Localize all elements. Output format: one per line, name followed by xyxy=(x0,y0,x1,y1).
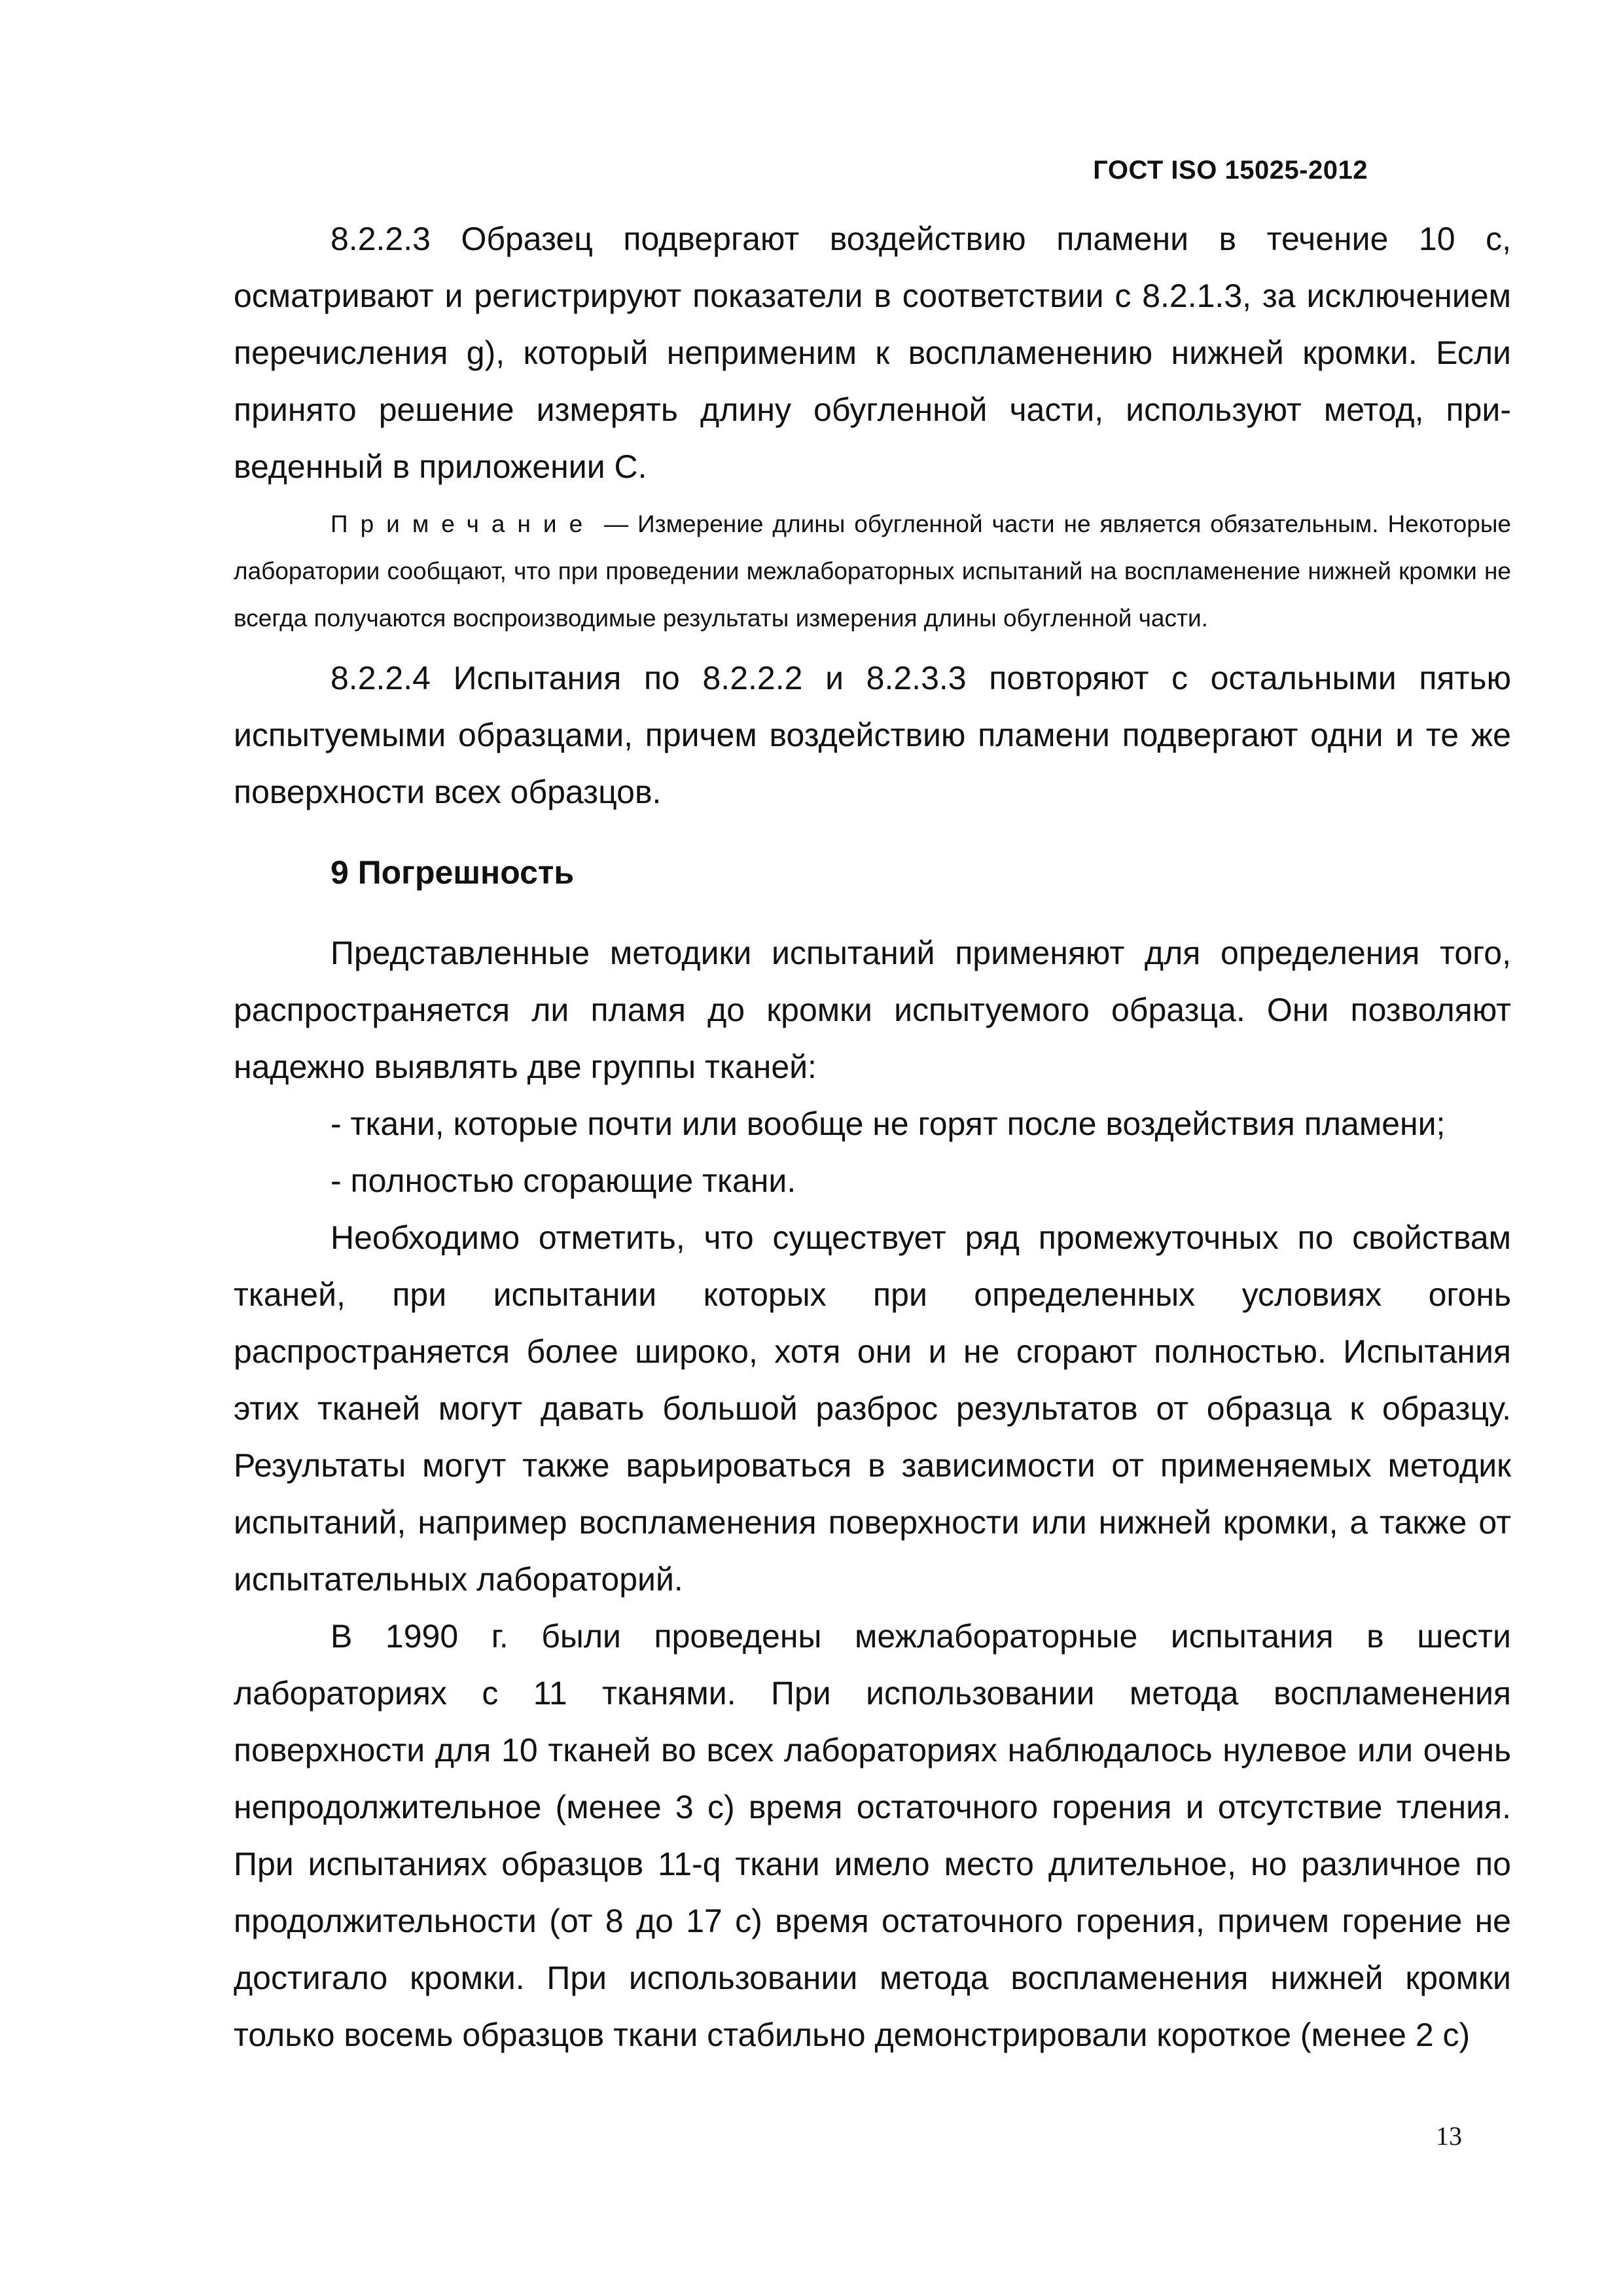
list-item: - ткани, которые почти или вообще не горят после воздействия пламени; xyxy=(330,1105,1446,1142)
note-label: Примечание xyxy=(330,511,596,537)
paragraph-intro: Представленные методики испытаний применяют для определения того, распространяется ли пламя до кромки испытуемого образца. Они позволяют надежно выявлять две группы тканей: xyxy=(234,935,1511,1085)
list-item: - полностью сгорающие ткани. xyxy=(330,1162,796,1199)
paragraph-1990-tests: В 1990 г. были проведены межлабораторные испытания в шести лабораториях с 11 тканями. При использовании метода воспламенения поверхности для 10 тканей во всех лабораториях наблюдалось нулевое или очень непродолжительное (менее 3 с) время остаточного горения и отсутствие тления. При испытаниях образцов 11-q ткани имело место длительное, но различное по продолжительности (от 8 до 17 с) время остаточного горения, причем горение не достигало кромки. При использовании метода воспламенения нижней кромки только восемь образцов ткани стабильно демонстрировали короткое (менее 2 с) xyxy=(234,1618,1511,2053)
paragraph-8-2-2-3: 8.2.2.3 Образец подвергают воздействию пламени в течение 10 с, осматривают и регистрируют показатели в соответствии с 8.2.1.3, за исключением перечисления g), который неприменим к воспламенению нижней кромки. Если принято решение измерять длину обугленной части, используют метод, при-веденный в приложении С. xyxy=(234,221,1511,485)
section-heading-9: 9 Погрешность xyxy=(330,854,575,891)
paragraph-8-2-2-4: 8.2.2.4 Испытания по 8.2.2.2 и 8.2.3.3 повторяют с остальными пятью испытуемыми образцами, причем воздействию пламени подвергают одни и те же поверхности всех образцов. xyxy=(234,660,1511,810)
note-paragraph xyxy=(234,501,1511,642)
paragraph-variation: Необходимо отметить, что существует ряд промежуточных по свойствам тканей, при испытании которых при определенных условиях огонь распространяется более широко, хотя они и не сгорают полностью. Испытания этих тканей могут давать большой разброс результатов от образца к образцу. Результаты могут также варьироваться в зависимости от применяемых методик испытаний, например воспламенения поверхности или нижней кромки, а также от испытательных лабораторий. xyxy=(234,1219,1511,1598)
document-body xyxy=(234,211,1511,2064)
document-header-id: ГОСТ ISO 15025-2012 xyxy=(1093,156,1368,185)
page-number: 13 xyxy=(1436,2121,1462,2151)
note-text: — Измерение длины обугленной части не является обязательным. Некоторые лаборатории сообщают, что при проведении межлабораторных испытаний на воспламенение нижней кромки не всегда получаются воспроизводимые результаты измерения длины обугленной части. xyxy=(234,511,1511,632)
